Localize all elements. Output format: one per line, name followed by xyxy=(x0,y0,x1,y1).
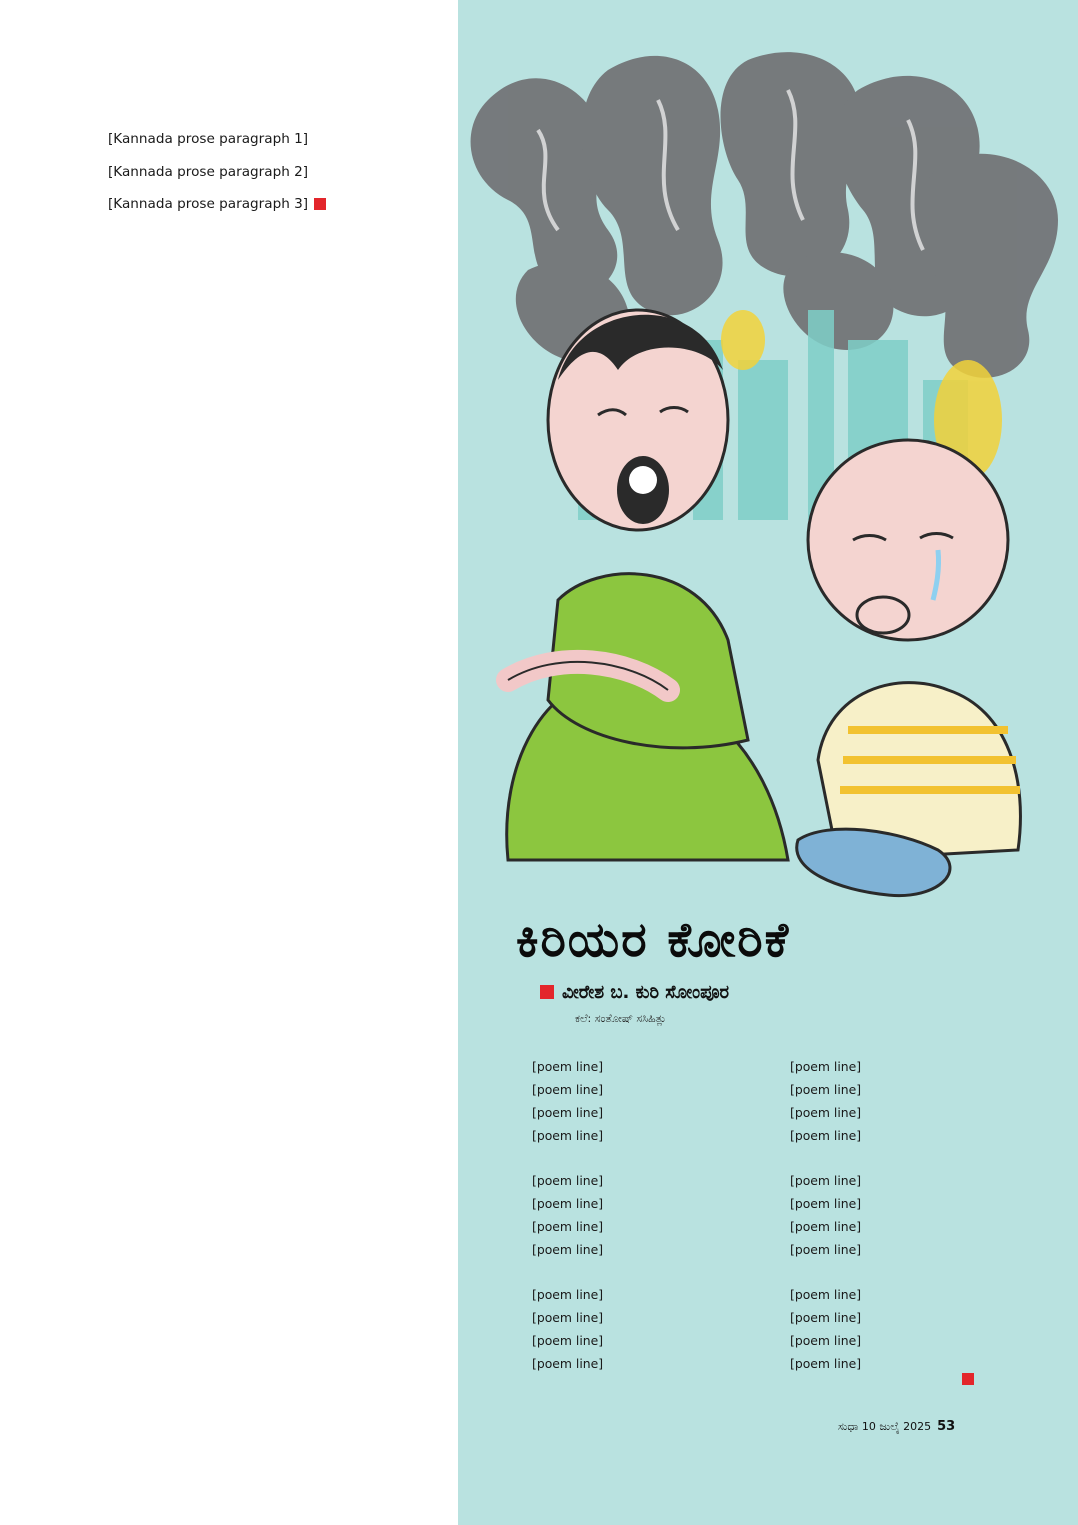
poem-line: [poem line] xyxy=(790,1310,862,1325)
page-footer xyxy=(838,1419,955,1434)
poem-line: [poem line] xyxy=(532,1173,604,1188)
poem-line: [poem line] xyxy=(532,1310,604,1325)
poem-line: [poem line] xyxy=(790,1356,862,1371)
poem-line: [poem line] xyxy=(790,1196,862,1211)
poem-line: [poem line] xyxy=(790,1059,862,1074)
poem-stanza xyxy=(790,1169,990,1261)
poem-column-right xyxy=(790,1055,990,1397)
poem-line: [poem line] xyxy=(790,1128,862,1143)
magazine-issue: ಸುಧಾ 10 ಜುಲೈ 2025 xyxy=(838,1420,932,1433)
boy-figure xyxy=(797,440,1021,896)
article-body-column xyxy=(86,128,416,226)
poem-line: [poem line] xyxy=(790,1287,862,1302)
poem-stanza xyxy=(532,1283,732,1375)
poem-line: [poem line] xyxy=(790,1082,862,1097)
poem-line: [poem line] xyxy=(532,1333,604,1348)
article-paragraph: [Kannada prose paragraph 3] xyxy=(86,193,416,216)
article-paragraph: [Kannada prose paragraph 2] xyxy=(108,163,309,180)
poem-line: [poem line] xyxy=(532,1219,604,1234)
poem-line: [poem line] xyxy=(532,1059,604,1074)
poem-line: [poem line] xyxy=(532,1128,604,1143)
poem-line: [poem line] xyxy=(790,1242,862,1257)
poem-line: [poem line] xyxy=(532,1356,604,1371)
poem-stanza xyxy=(790,1283,990,1375)
smoke-clouds xyxy=(471,52,1058,378)
poem-line: [poem line] xyxy=(790,1219,862,1234)
article-paragraph: [Kannada prose paragraph 1] xyxy=(108,131,309,147)
byline-marker xyxy=(540,985,554,999)
poem-stanza xyxy=(532,1169,732,1261)
pollution-illustration xyxy=(468,40,1068,900)
article-end-mark xyxy=(314,198,326,210)
poem-line: [poem line] xyxy=(532,1287,604,1302)
poem-line: [poem line] xyxy=(532,1196,604,1211)
poem-column-left xyxy=(532,1055,732,1397)
poem-line: [poem line] xyxy=(790,1333,862,1348)
poem-stanza xyxy=(790,1055,990,1147)
poem-line: [poem line] xyxy=(532,1242,604,1257)
article-title: ಕಿರಿಯರ ಕೋರಿಕೆ xyxy=(516,912,791,968)
author-byline xyxy=(540,982,729,1003)
illustration-credit: ಕಲೆ: ಸಂತೋಷ್ ಸಸಿಹಿತ್ಲು xyxy=(575,1012,667,1025)
poem-line: [poem line] xyxy=(532,1082,604,1097)
poem-line: [poem line] xyxy=(790,1173,862,1188)
poem-line: [poem line] xyxy=(790,1105,862,1120)
poem-line: [poem line] xyxy=(532,1105,604,1120)
poem-stanza xyxy=(532,1055,732,1147)
author-name: ವೀರೇಶ ಬ. ಕುರಿ ಸೋಂಪೂರ xyxy=(562,982,730,1003)
poem-end-mark xyxy=(962,1373,974,1385)
page-number: 53 xyxy=(937,1419,956,1434)
